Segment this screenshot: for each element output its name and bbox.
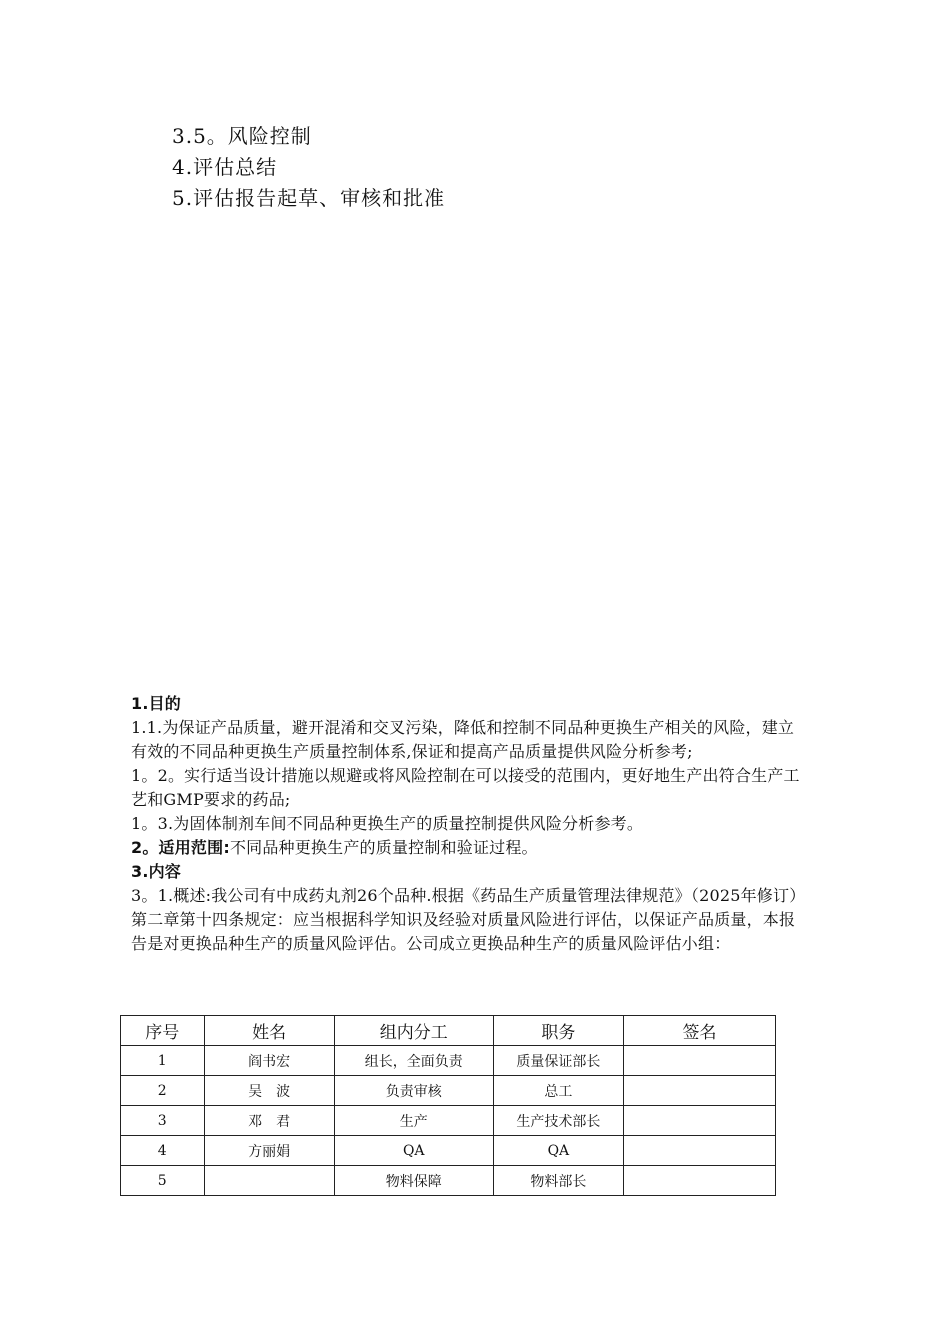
header-position: 职务 [493,1016,623,1046]
cell-name: 方丽娟 [204,1136,334,1166]
cell-index: 1 [121,1046,205,1076]
toc-list [172,121,445,214]
cell-signature [623,1136,775,1166]
risk-team-table [120,1015,776,1196]
cell-name: 吴 波 [204,1076,334,1106]
header-role: 组内分工 [334,1016,493,1046]
header-name: 姓名 [204,1016,334,1046]
cell-position: 生产技术部长 [493,1106,623,1136]
table-row [121,1106,776,1136]
cell-index: 2 [121,1076,205,1106]
cell-signature [623,1076,775,1106]
scope-text: 不同品种更换生产的质量控制和验证过程。 [229,838,538,857]
cell-position: 物料部长 [493,1166,623,1196]
cell-position: 质量保证部长 [493,1046,623,1076]
paragraph-1-1: 1.1.为保证产品质量，避开混淆和交叉污染，降低和控制不同品种更换生产相关的风险，建立有效的不同品种更换生产质量控制体系,保证和提高产品质量提供风险分析参考; [131,718,795,761]
cell-role: 组长，全面负责 [334,1046,493,1076]
paragraph-1-3: 1。3.为固体制剂车间不同品种更换生产的质量控制提供风险分析参考。 [131,814,644,833]
toc-item: 5.评估报告起草、审核和批准 [172,186,446,210]
table-row [121,1166,776,1196]
scope-label: 2。适用范围: [131,838,230,857]
scope-paragraph [131,836,803,860]
section-heading-purpose: 1.目的 [131,694,182,713]
cell-index: 4 [121,1136,205,1166]
table-row [121,1136,776,1166]
cell-signature [623,1046,775,1076]
header-index: 序号 [121,1016,205,1046]
paragraph-3-1: 3。1.概述:我公司有中成药丸剂26个品种.根据《药品生产质量管理法律规范》（2025年修订）第二章第十四条规定：应当根据科学知识及经验对质量风险进行评估，以保证产品质量，本报告是对更换品种生产的质量风险评估。公司成立更换品种生产的质量风险评估小组： [131,886,798,953]
section-heading-content: 3.内容 [131,862,182,881]
cell-name: 阎书宏 [204,1046,334,1076]
cell-signature [623,1166,775,1196]
cell-role: 生产 [334,1106,493,1136]
cell-name [204,1166,334,1196]
cell-role: QA [334,1136,493,1166]
header-signature: 签名 [623,1016,775,1046]
table-row [121,1076,776,1106]
table-row [121,1046,776,1076]
document-body [131,692,803,956]
cell-position: 总工 [493,1076,623,1106]
paragraph-1-2: 1。2。实行适当设计措施以规避或将风险控制在可以接受的范围内，更好地生产出符合生产工艺和GMP要求的药品; [131,766,800,809]
cell-index: 5 [121,1166,205,1196]
cell-index: 3 [121,1106,205,1136]
toc-item: 3.5。风险控制 [172,124,312,148]
cell-role: 物料保障 [334,1166,493,1196]
toc-item: 4.评估总结 [172,155,278,179]
cell-signature [623,1106,775,1136]
cell-role: 负责审核 [334,1076,493,1106]
table-header-row [121,1016,776,1046]
cell-name: 邓 君 [204,1106,334,1136]
cell-position: QA [493,1136,623,1166]
